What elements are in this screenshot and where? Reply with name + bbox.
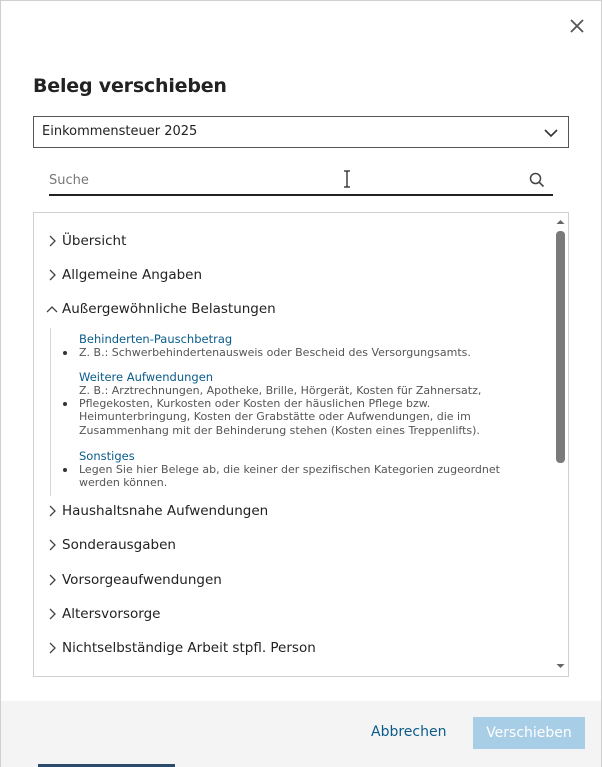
dialog-title: Beleg verschieben <box>33 75 227 97</box>
chevron-right-icon <box>48 608 56 620</box>
chevron-right-icon <box>48 642 56 654</box>
tree-item-label: Allgemeine Angaben <box>62 267 203 283</box>
tree-item-sonderausgaben[interactable] <box>34 530 554 560</box>
tree-item-label: Übersicht <box>62 233 127 249</box>
tree-item-vorsorgeaufwendungen[interactable] <box>34 565 554 595</box>
close-button[interactable] <box>567 16 587 36</box>
tree-item-label: Haushaltsnahe Aufwendungen <box>62 503 269 519</box>
tree-item-aussergewoehnliche-belastungen[interactable] <box>34 294 554 324</box>
subcategory-list <box>50 328 550 496</box>
search-icon[interactable] <box>529 172 545 188</box>
subcategory-item <box>79 370 519 437</box>
tree-item-label: Vorsorgeaufwendungen <box>62 572 222 588</box>
text-cursor-icon <box>342 170 352 188</box>
subcategory-description: Z. B.: Arztrechnungen, Apotheke, Brille, Hörgerät, Kosten für Zahnersatz, <box>79 384 482 397</box>
tax-year-select-value: Einkommensteuer 2025 <box>42 124 198 139</box>
subcategory-description: Z. B.: Schwerbehindertenausweis oder Bescheid des Versorgungsamts. <box>79 346 471 359</box>
tax-year-select[interactable] <box>33 116 569 148</box>
tree-item-haushaltsnahe-aufwendungen[interactable] <box>34 496 554 526</box>
scroll-up-arrow-icon[interactable] <box>553 217 568 227</box>
subcategory-item <box>79 449 519 489</box>
subcategory-description: Legen Sie hier Belege ab, die keiner der spezifischen Kategorien zugeordnet <box>79 463 500 476</box>
category-tree <box>33 212 569 677</box>
subcategory-item <box>79 332 519 359</box>
cancel-button[interactable]: Abbrechen <box>371 724 447 740</box>
tree-item-altersvorsorge[interactable] <box>34 599 554 629</box>
dialog-footer <box>1 701 601 767</box>
tree-item-label: Altersvorsorge <box>62 606 161 622</box>
move-button[interactable]: Verschieben <box>473 717 585 749</box>
chevron-up-icon <box>46 305 58 313</box>
chevron-right-icon <box>48 574 56 586</box>
search-field <box>49 166 553 196</box>
search-input[interactable] <box>49 166 519 194</box>
subcategory-description: Heimunterbringung, Kosten der Grabstätte oder Aufwendungen, die im <box>79 410 471 424</box>
subcategory-description: werden können. <box>79 476 168 490</box>
chevron-right-icon <box>48 269 56 281</box>
bullet-icon <box>63 468 67 472</box>
subcategory-link-behinderten-pauschbetrag[interactable]: Behinderten-Pauschbetrag <box>79 332 233 346</box>
tree-item-label: Sonderausgaben <box>62 537 176 553</box>
chevron-right-icon <box>48 505 56 517</box>
subcategory-description: Pflegekosten, Kurkosten oder Kosten der häuslichen Pflege bzw. <box>79 397 431 411</box>
subcategory-link-sonstiges[interactable]: Sonstiges <box>79 449 135 463</box>
chevron-down-icon <box>543 127 559 139</box>
close-icon <box>567 16 587 36</box>
chevron-right-icon <box>48 235 56 247</box>
tree-item-label: Nichtselbständige Arbeit stpfl. Person <box>62 640 316 656</box>
bullet-icon <box>63 351 67 355</box>
scroll-down-arrow-icon[interactable] <box>553 661 568 671</box>
subcategory-description: Zusammenhang mit der Behinderung stehen (Kosten eines Treppenlifts). <box>79 423 480 437</box>
subcategory-link-weitere-aufwendungen[interactable]: Weitere Aufwendungen <box>79 370 214 384</box>
tree-item-nichtselbstaendige-arbeit[interactable] <box>34 633 554 663</box>
chevron-right-icon <box>48 539 56 551</box>
tree-item-uebersicht[interactable] <box>34 226 554 256</box>
bullet-icon <box>63 402 67 406</box>
scrollbar-thumb[interactable] <box>556 231 565 463</box>
tree-item-label: Außergewöhnliche Belastungen <box>62 301 276 317</box>
tree-item-allgemeine-angaben[interactable] <box>34 260 554 290</box>
